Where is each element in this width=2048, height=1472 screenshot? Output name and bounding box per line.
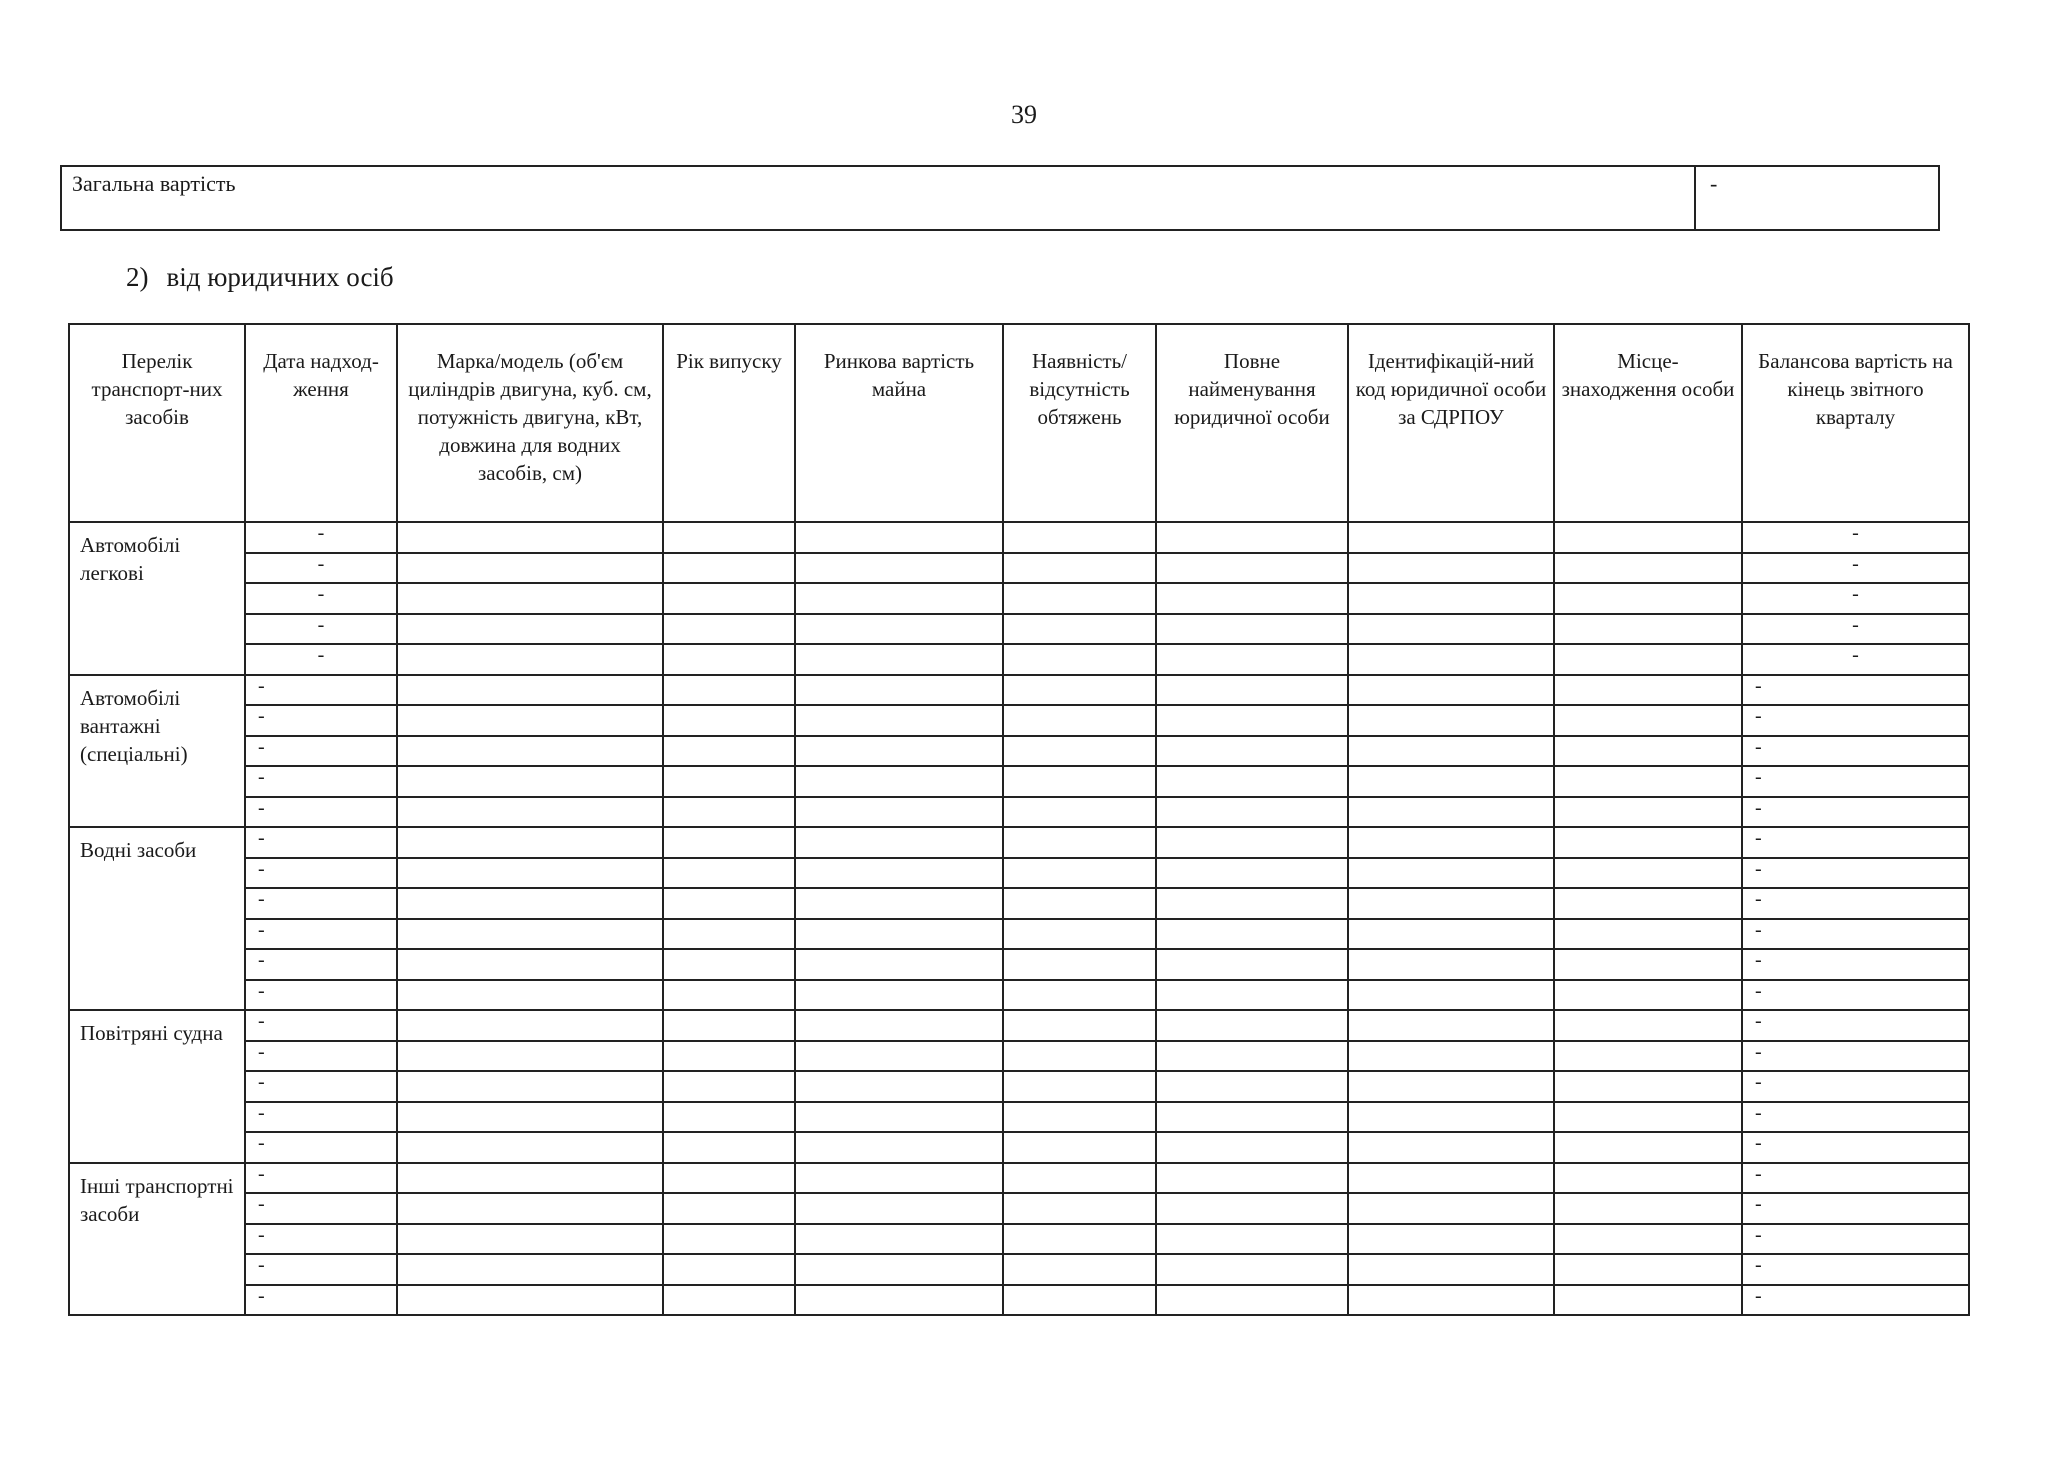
table-row — [69, 1193, 1969, 1224]
empty-cell — [1554, 614, 1742, 645]
empty-cell — [795, 736, 1003, 767]
empty-cell — [1348, 1102, 1554, 1133]
date-cell: - — [245, 766, 397, 797]
balance-value-cell: - — [1742, 1041, 1969, 1072]
empty-cell — [1156, 553, 1348, 584]
empty-cell — [397, 949, 663, 980]
table-row — [69, 553, 1969, 584]
table-row — [69, 797, 1969, 828]
table-row — [69, 614, 1969, 645]
empty-cell — [1003, 888, 1156, 919]
empty-cell — [1554, 766, 1742, 797]
empty-cell — [663, 1132, 795, 1163]
category-cell: Водні засоби — [69, 827, 245, 1010]
table-row — [69, 705, 1969, 736]
empty-cell — [663, 827, 795, 858]
empty-cell — [663, 614, 795, 645]
empty-cell — [795, 1193, 1003, 1224]
empty-cell — [1156, 888, 1348, 919]
header-cell: Місце-знаходження особи — [1554, 324, 1742, 522]
empty-cell — [397, 827, 663, 858]
empty-cell — [397, 1224, 663, 1255]
empty-cell — [1554, 522, 1742, 553]
category-cell: Автомобілі вантажні (спеціальні) — [69, 675, 245, 828]
balance-value-cell: - — [1742, 1193, 1969, 1224]
empty-cell — [1348, 644, 1554, 675]
empty-cell — [1348, 827, 1554, 858]
total-value-table — [60, 165, 1940, 231]
balance-value-cell: - — [1742, 522, 1969, 553]
date-cell: - — [245, 583, 397, 614]
empty-cell — [1554, 675, 1742, 706]
empty-cell — [1003, 1193, 1156, 1224]
date-cell: - — [245, 1285, 397, 1316]
empty-cell — [795, 1102, 1003, 1133]
table-row — [69, 1163, 1969, 1194]
empty-cell — [1554, 1102, 1742, 1133]
empty-cell — [795, 675, 1003, 706]
empty-cell — [663, 949, 795, 980]
empty-cell — [397, 1163, 663, 1194]
empty-cell — [1348, 858, 1554, 889]
empty-cell — [663, 1163, 795, 1194]
section-heading — [126, 262, 394, 293]
empty-cell — [1554, 888, 1742, 919]
header-cell: Повне найменування юридичної особи — [1156, 324, 1348, 522]
empty-cell — [1554, 858, 1742, 889]
header-cell: Наявність/ відсутність обтяжень — [1003, 324, 1156, 522]
empty-cell — [663, 1193, 795, 1224]
empty-cell — [1156, 1285, 1348, 1316]
empty-cell — [1156, 797, 1348, 828]
table-row — [69, 766, 1969, 797]
empty-cell — [663, 705, 795, 736]
table-row — [69, 1285, 1969, 1316]
balance-value-cell: - — [1742, 797, 1969, 828]
header-cell: Балансова вартість на кінець звітного кварталу — [1742, 324, 1969, 522]
empty-cell — [1156, 1041, 1348, 1072]
empty-cell — [1348, 1163, 1554, 1194]
empty-cell — [1003, 766, 1156, 797]
empty-cell — [1348, 1224, 1554, 1255]
empty-cell — [397, 522, 663, 553]
table-row — [69, 583, 1969, 614]
empty-cell — [795, 1010, 1003, 1041]
empty-cell — [795, 522, 1003, 553]
table-row — [69, 888, 1969, 919]
empty-cell — [795, 858, 1003, 889]
date-cell: - — [245, 614, 397, 645]
date-cell: - — [245, 1041, 397, 1072]
empty-cell — [1156, 766, 1348, 797]
empty-cell — [1156, 522, 1348, 553]
empty-cell — [397, 614, 663, 645]
balance-value-cell: - — [1742, 766, 1969, 797]
date-cell: - — [245, 1132, 397, 1163]
empty-cell — [1348, 583, 1554, 614]
empty-cell — [397, 888, 663, 919]
empty-cell — [1003, 675, 1156, 706]
date-cell: - — [245, 675, 397, 706]
empty-cell — [795, 1285, 1003, 1316]
empty-cell — [795, 1254, 1003, 1285]
balance-value-cell: - — [1742, 1254, 1969, 1285]
empty-cell — [397, 1254, 663, 1285]
empty-cell — [1156, 1193, 1348, 1224]
empty-cell — [1554, 583, 1742, 614]
empty-cell — [1003, 980, 1156, 1011]
empty-cell — [1003, 1254, 1156, 1285]
table-row — [69, 1071, 1969, 1102]
balance-value-cell: - — [1742, 644, 1969, 675]
date-cell: - — [245, 949, 397, 980]
balance-value-cell: - — [1742, 1102, 1969, 1133]
empty-cell — [1003, 858, 1156, 889]
empty-cell — [795, 766, 1003, 797]
empty-cell — [1156, 1163, 1348, 1194]
page-number: 39 — [1011, 100, 1037, 129]
empty-cell — [795, 1132, 1003, 1163]
empty-cell — [1348, 522, 1554, 553]
empty-cell — [1003, 553, 1156, 584]
empty-cell — [795, 583, 1003, 614]
empty-cell — [397, 1285, 663, 1316]
empty-cell — [1003, 1071, 1156, 1102]
empty-cell — [1554, 1041, 1742, 1072]
balance-value-cell: - — [1742, 736, 1969, 767]
empty-cell — [1348, 1041, 1554, 1072]
empty-cell — [1003, 583, 1156, 614]
total-value: - — [1695, 166, 1939, 230]
table-row — [69, 827, 1969, 858]
balance-value-cell: - — [1742, 614, 1969, 645]
empty-cell — [1554, 1285, 1742, 1316]
empty-cell — [397, 1193, 663, 1224]
balance-value-cell: - — [1742, 1285, 1969, 1316]
section-title: від юридичних осіб — [166, 262, 394, 292]
empty-cell — [397, 1010, 663, 1041]
table-row — [69, 1224, 1969, 1255]
empty-cell — [1554, 736, 1742, 767]
empty-cell — [1554, 1254, 1742, 1285]
date-cell: - — [245, 644, 397, 675]
empty-cell — [397, 1071, 663, 1102]
empty-cell — [397, 736, 663, 767]
table-row — [69, 1254, 1969, 1285]
empty-cell — [663, 522, 795, 553]
date-cell: - — [245, 705, 397, 736]
category-cell: Повітряні судна — [69, 1010, 245, 1163]
empty-cell — [1156, 919, 1348, 950]
date-cell: - — [245, 553, 397, 584]
empty-cell — [1348, 1010, 1554, 1041]
empty-cell — [1003, 1102, 1156, 1133]
balance-value-cell: - — [1742, 919, 1969, 950]
empty-cell — [795, 888, 1003, 919]
empty-cell — [795, 980, 1003, 1011]
empty-cell — [663, 1041, 795, 1072]
empty-cell — [397, 553, 663, 584]
total-label: Загальна вартість — [61, 166, 1695, 230]
section-number: 2) — [126, 262, 149, 292]
table-row — [69, 858, 1969, 889]
empty-cell — [397, 919, 663, 950]
empty-cell — [795, 1071, 1003, 1102]
date-cell: - — [245, 1224, 397, 1255]
empty-cell — [795, 949, 1003, 980]
empty-cell — [1003, 797, 1156, 828]
empty-cell — [1003, 1010, 1156, 1041]
empty-cell — [795, 705, 1003, 736]
empty-cell — [663, 1102, 795, 1133]
empty-cell — [1348, 1285, 1554, 1316]
balance-value-cell: - — [1742, 1224, 1969, 1255]
empty-cell — [1554, 1163, 1742, 1194]
empty-cell — [663, 1010, 795, 1041]
empty-cell — [1554, 797, 1742, 828]
empty-cell — [663, 644, 795, 675]
empty-cell — [1003, 1163, 1156, 1194]
balance-value-cell: - — [1742, 705, 1969, 736]
empty-cell — [397, 1041, 663, 1072]
empty-cell — [1156, 1010, 1348, 1041]
empty-cell — [1348, 980, 1554, 1011]
balance-value-cell: - — [1742, 858, 1969, 889]
date-cell: - — [245, 1163, 397, 1194]
date-cell: - — [245, 980, 397, 1011]
empty-cell — [1003, 644, 1156, 675]
empty-cell — [795, 1224, 1003, 1255]
balance-value-cell: - — [1742, 1071, 1969, 1102]
empty-cell — [1003, 705, 1156, 736]
empty-cell — [1348, 736, 1554, 767]
empty-cell — [795, 1041, 1003, 1072]
empty-cell — [663, 1224, 795, 1255]
balance-value-cell: - — [1742, 675, 1969, 706]
table-row — [69, 919, 1969, 950]
empty-cell — [1348, 1132, 1554, 1163]
table-row — [69, 644, 1969, 675]
header-cell: Дата надход-ження — [245, 324, 397, 522]
header-cell: Ідентифікацій-ний код юридичної особи за СДРПОУ — [1348, 324, 1554, 522]
empty-cell — [1003, 919, 1156, 950]
table-row — [69, 1132, 1969, 1163]
header-cell: Рік випуску — [663, 324, 795, 522]
empty-cell — [795, 1163, 1003, 1194]
empty-cell — [1003, 522, 1156, 553]
empty-cell — [397, 583, 663, 614]
empty-cell — [1156, 1071, 1348, 1102]
empty-cell — [397, 858, 663, 889]
empty-cell — [1554, 705, 1742, 736]
empty-cell — [1348, 705, 1554, 736]
header-cell: Ринкова вартість майна — [795, 324, 1003, 522]
empty-cell — [1554, 827, 1742, 858]
empty-cell — [1554, 1224, 1742, 1255]
header-cell: Марка/модель (об'єм циліндрів двигуна, куб. см, потужність двигуна, кВт, довжина для водних засобів, см) — [397, 324, 663, 522]
empty-cell — [1554, 644, 1742, 675]
vehicles-table — [68, 323, 1970, 1316]
empty-cell — [795, 827, 1003, 858]
empty-cell — [397, 980, 663, 1011]
table-row — [69, 1041, 1969, 1072]
empty-cell — [1156, 583, 1348, 614]
empty-cell — [1003, 1224, 1156, 1255]
empty-cell — [1348, 675, 1554, 706]
empty-cell — [1554, 1071, 1742, 1102]
date-cell: - — [245, 736, 397, 767]
empty-cell — [1156, 1102, 1348, 1133]
empty-cell — [1003, 949, 1156, 980]
empty-cell — [1348, 1254, 1554, 1285]
empty-cell — [1348, 553, 1554, 584]
empty-cell — [1348, 1193, 1554, 1224]
header-cell: Перелік транспорт-них засобів — [69, 324, 245, 522]
empty-cell — [1156, 705, 1348, 736]
empty-cell — [663, 736, 795, 767]
balance-value-cell: - — [1742, 583, 1969, 614]
empty-cell — [1156, 644, 1348, 675]
empty-cell — [1554, 1193, 1742, 1224]
empty-cell — [1156, 1254, 1348, 1285]
empty-cell — [397, 1102, 663, 1133]
empty-cell — [1003, 736, 1156, 767]
empty-cell — [663, 766, 795, 797]
date-cell: - — [245, 522, 397, 553]
empty-cell — [1554, 980, 1742, 1011]
date-cell: - — [245, 919, 397, 950]
empty-cell — [1156, 1132, 1348, 1163]
empty-cell — [1156, 980, 1348, 1011]
balance-value-cell: - — [1742, 1163, 1969, 1194]
balance-value-cell: - — [1742, 553, 1969, 584]
empty-cell — [1003, 1285, 1156, 1316]
empty-cell — [795, 919, 1003, 950]
empty-cell — [1156, 858, 1348, 889]
balance-value-cell: - — [1742, 827, 1969, 858]
date-cell: - — [245, 1193, 397, 1224]
empty-cell — [795, 553, 1003, 584]
empty-cell — [1003, 1041, 1156, 1072]
empty-cell — [1554, 553, 1742, 584]
balance-value-cell: - — [1742, 980, 1969, 1011]
empty-cell — [1348, 919, 1554, 950]
empty-cell — [795, 644, 1003, 675]
empty-cell — [1348, 614, 1554, 645]
empty-cell — [397, 675, 663, 706]
empty-cell — [397, 1132, 663, 1163]
empty-cell — [663, 797, 795, 828]
empty-cell — [1348, 949, 1554, 980]
table-body — [69, 522, 1969, 1315]
empty-cell — [1156, 827, 1348, 858]
empty-cell — [795, 614, 1003, 645]
table-row — [69, 736, 1969, 767]
empty-cell — [1156, 614, 1348, 645]
empty-cell — [663, 1285, 795, 1316]
empty-cell — [1003, 1132, 1156, 1163]
empty-cell — [1348, 888, 1554, 919]
empty-cell — [663, 675, 795, 706]
empty-cell — [397, 766, 663, 797]
table-row — [69, 949, 1969, 980]
date-cell: - — [245, 797, 397, 828]
empty-cell — [795, 797, 1003, 828]
table-row — [69, 1102, 1969, 1133]
empty-cell — [1156, 736, 1348, 767]
empty-cell — [1554, 949, 1742, 980]
balance-value-cell: - — [1742, 1132, 1969, 1163]
table-row — [69, 522, 1969, 553]
empty-cell — [1156, 675, 1348, 706]
balance-value-cell: - — [1742, 1010, 1969, 1041]
date-cell: - — [245, 1102, 397, 1133]
date-cell: - — [245, 1254, 397, 1285]
empty-cell — [663, 919, 795, 950]
header-row — [69, 324, 1969, 522]
date-cell: - — [245, 827, 397, 858]
empty-cell — [663, 1254, 795, 1285]
balance-value-cell: - — [1742, 888, 1969, 919]
category-cell: Інші транспортні засоби — [69, 1163, 245, 1316]
table-row — [69, 1010, 1969, 1041]
empty-cell — [1554, 1132, 1742, 1163]
date-cell: - — [245, 1071, 397, 1102]
empty-cell — [1003, 827, 1156, 858]
empty-cell — [397, 797, 663, 828]
empty-cell — [1348, 766, 1554, 797]
empty-cell — [1554, 1010, 1742, 1041]
empty-cell — [1554, 919, 1742, 950]
empty-cell — [1003, 614, 1156, 645]
date-cell: - — [245, 1010, 397, 1041]
empty-cell — [1156, 1224, 1348, 1255]
empty-cell — [1156, 949, 1348, 980]
empty-cell — [663, 553, 795, 584]
empty-cell — [663, 858, 795, 889]
date-cell: - — [245, 888, 397, 919]
empty-cell — [663, 1071, 795, 1102]
table-row — [69, 980, 1969, 1011]
empty-cell — [1348, 1071, 1554, 1102]
date-cell: - — [245, 858, 397, 889]
empty-cell — [663, 583, 795, 614]
empty-cell — [397, 705, 663, 736]
empty-cell — [663, 980, 795, 1011]
balance-value-cell: - — [1742, 949, 1969, 980]
empty-cell — [397, 644, 663, 675]
empty-cell — [663, 888, 795, 919]
category-cell: Автомобілі легкові — [69, 522, 245, 675]
table-row — [69, 675, 1969, 706]
empty-cell — [1348, 797, 1554, 828]
